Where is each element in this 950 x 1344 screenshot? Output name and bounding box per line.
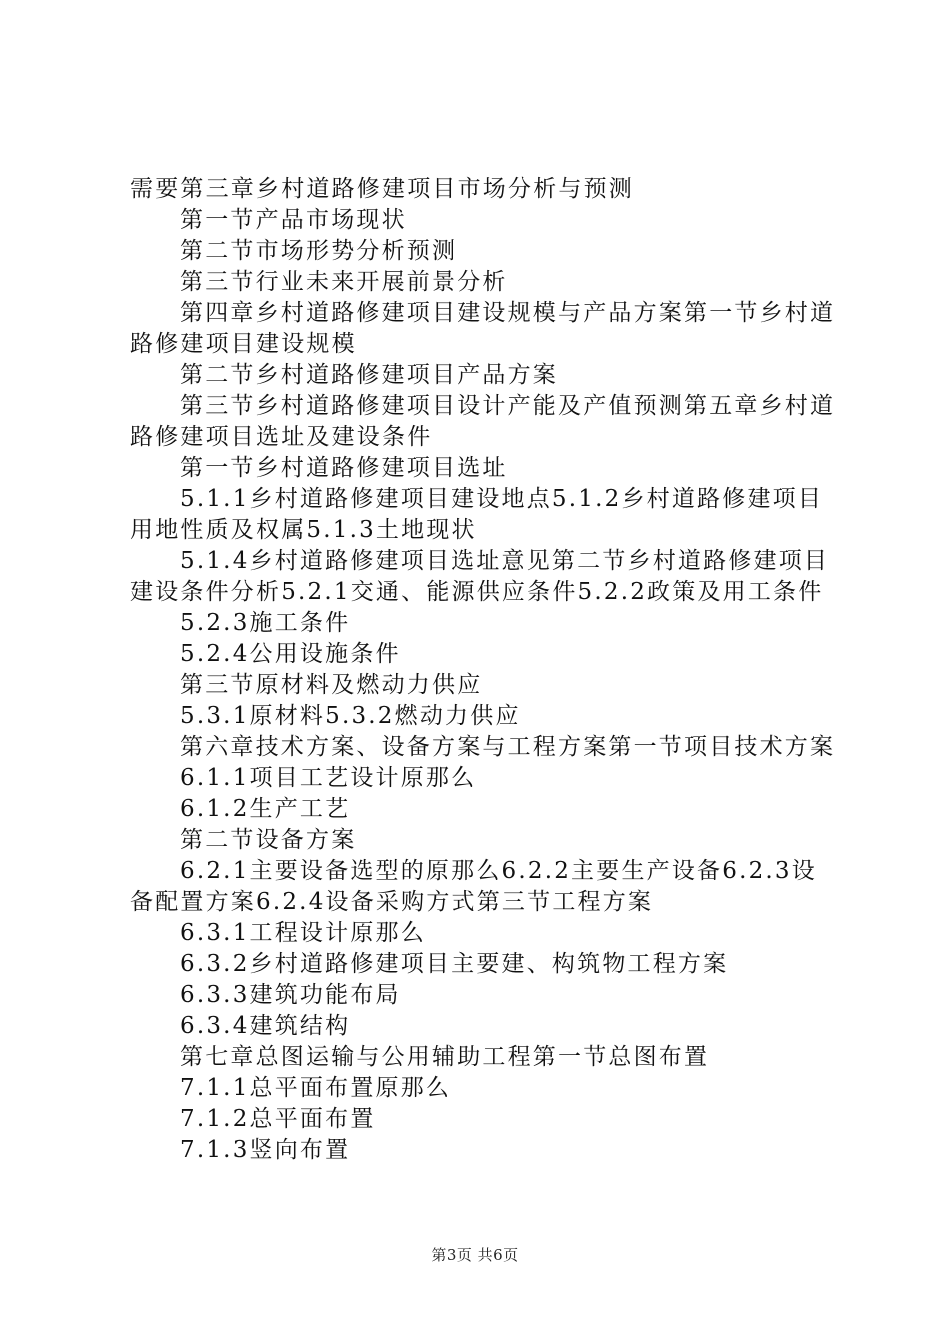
document-paragraph: 第六章技术方案、设备方案与工程方案第一节项目技术方案 — [180, 734, 836, 760]
document-paragraph: 第三节乡村道路修建项目设计产能及产值预测第五章乡村道路修建项目选址及建设条件 — [130, 393, 836, 450]
document-paragraph: 6.3.1工程设计原那么 — [180, 920, 426, 946]
document-paragraph: 6.3.3建筑功能布局 — [180, 982, 401, 1008]
document-paragraph: 需要第三章乡村道路修建项目市场分析与预测 — [130, 176, 634, 202]
document-paragraph: 5.1.1乡村道路修建项目建设地点5.1.2乡村道路修建项目用地性质及权属5.1.3土地现状 — [130, 486, 824, 543]
document-paragraph: 6.1.2生产工艺 — [180, 796, 351, 822]
document-paragraph: 第四章乡村道路修建项目建设规模与产品方案第一节乡村道路修建项目建设规模 — [130, 300, 836, 357]
page-footer: 第3页 共6页 — [431, 1246, 519, 1264]
document-paragraph: 5.2.3施工条件 — [180, 610, 351, 636]
document-paragraph: 第一节乡村道路修建项目选址 — [180, 455, 508, 481]
document-paragraph: 6.3.4建筑结构 — [180, 1013, 351, 1039]
document-paragraph: 第二节设备方案 — [180, 827, 357, 853]
document-paragraph: 5.1.4乡村道路修建项目选址意见第二节乡村道路修建项目建设条件分析5.2.1交通、能源供应条件5.2.2政策及用工条件 — [130, 548, 830, 605]
document-body — [130, 174, 842, 1166]
document-paragraph: 7.1.3竖向布置 — [180, 1137, 351, 1163]
document-paragraph: 第二节市场形势分析预测 — [180, 238, 458, 264]
document-paragraph: 6.3.2乡村道路修建项目主要建、构筑物工程方案 — [180, 951, 729, 977]
document-paragraph: 第三节行业未来开展前景分析 — [180, 269, 508, 295]
document-paragraph: 5.3.1原材料5.3.2燃动力供应 — [180, 703, 521, 729]
document-paragraph: 第二节乡村道路修建项目产品方案 — [180, 362, 558, 388]
document-paragraph: 6.2.1主要设备选型的原那么6.2.2主要生产设备6.2.3设备配置方案6.2.4设备采购方式第三节工程方案 — [130, 858, 817, 915]
document-paragraph: 6.1.1项目工艺设计原那么 — [180, 765, 477, 791]
document-paragraph: 第七章总图运输与公用辅助工程第一节总图布置 — [180, 1044, 710, 1070]
document-paragraph: 7.1.1总平面布置原那么 — [180, 1075, 452, 1101]
document-paragraph: 第三节原材料及燃动力供应 — [180, 672, 483, 698]
document-paragraph: 5.2.4公用设施条件 — [180, 641, 401, 667]
document-paragraph: 第一节产品市场现状 — [180, 207, 407, 233]
document-paragraph: 7.1.2总平面布置 — [180, 1106, 376, 1132]
